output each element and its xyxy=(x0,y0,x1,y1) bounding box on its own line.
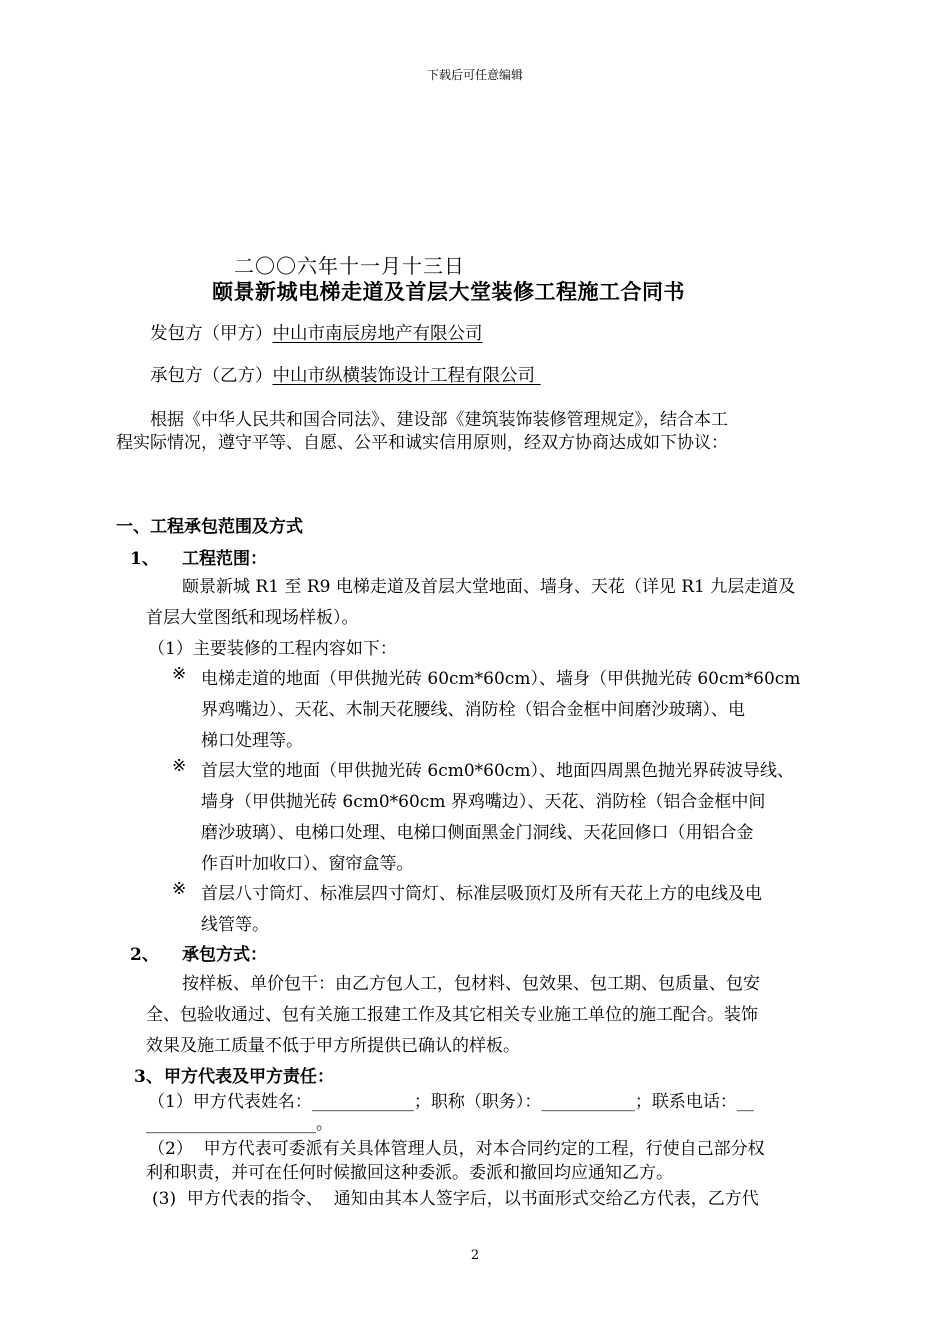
party-b-label: 承包方（乙方） xyxy=(150,366,273,386)
subsection-heading xyxy=(134,1062,334,1087)
paragraph-line: (3) 甲方代表的指令、 通知由其本人签字后，以书面形式交给乙方代表，乙方代 xyxy=(152,1189,759,1209)
party-b xyxy=(150,362,541,387)
bullet-mark: ※ xyxy=(172,664,187,684)
bullet-line: 电梯走道的地面（甲供抛光砖 60cm*60cm）、墙身（甲供抛光砖 60cm*60cm xyxy=(201,669,801,689)
bullet-line: 界鸡嘴边）、天花、木制天花腰线、消防栓（铝合金框中间磨沙玻璃）、电 xyxy=(201,700,745,720)
subsection-number: 3、 xyxy=(134,1067,163,1087)
bullet-mark: ※ xyxy=(172,879,187,899)
subsection-title: 甲方代表及甲方责任： xyxy=(164,1067,334,1087)
bullet-line: 首层八寸筒灯、标准层四寸筒灯、标准层吸顶灯及所有天花上方的电线及电 xyxy=(201,884,762,904)
paragraph-line: 按样板、单价包干：由乙方包人工，包材料、包效果、包工期、包质量、包安 xyxy=(182,974,760,994)
party-a xyxy=(150,320,483,345)
header-note: 下载后可任意编辑 xyxy=(426,68,523,82)
subsection-title: 工程范围： xyxy=(182,549,267,569)
party-a-name: 中山市南辰房地产有限公司 xyxy=(272,324,483,344)
paragraph-line: 颐景新城 R1 至 R9 电梯走道及首层大堂地面、墙身、天花（详见 R1 九层走道及 xyxy=(182,577,796,597)
intro-line: 程实际情况，遵守平等、自愿、公平和诚实信用原则，经双方协商达成如下协议： xyxy=(116,433,728,453)
bullet-line: 线管等。 xyxy=(201,915,269,935)
bullet-line: 作百叶加收口）、窗帘盒等。 xyxy=(201,854,414,874)
subsection-heading xyxy=(130,544,267,569)
subsection-title: 承包方式： xyxy=(182,945,267,965)
contract-date: 二〇〇六年十一月十三日 xyxy=(234,254,465,278)
subsection-heading xyxy=(130,940,267,965)
bullet-line: 梯口处理等。 xyxy=(201,731,303,751)
paragraph-line: （2） 甲方代表可委派有关具体管理人员，对本合同约定的工程，行使自己部分权 xyxy=(148,1139,765,1159)
page-number: 2 xyxy=(470,1248,480,1263)
paragraph-line: 利和职责，并可在任何时候撤回这种委派。委派和撤回均应通知乙方。 xyxy=(146,1163,673,1183)
bullet-line: 墙身（甲供抛光砖 6cm0*60cm 界鸡嘴边）、天花、消防栓（铝合金框中间 xyxy=(201,792,766,812)
bullet-line: 首层大堂的地面（甲供抛光砖 6cm0*60cm）、地面四周黑色抛光界砖波导线、 xyxy=(201,761,794,781)
item-intro: （1）主要装修的工程内容如下： xyxy=(148,639,397,659)
subsection-number: 1、 xyxy=(130,549,159,569)
paragraph-line: 首层大堂图纸和现场样板）。 xyxy=(146,608,359,628)
paragraph-line: ____________________。 xyxy=(146,1114,333,1134)
party-b-name: 中山市纵横装饰设计工程有限公司 xyxy=(272,366,541,386)
subsection-number: 2、 xyxy=(130,945,159,965)
paragraph-line: 全、包验收通过、包有关施工报建工作及其它相关专业施工单位的施工配合。装饰 xyxy=(146,1005,758,1025)
paragraph-line: 效果及施工质量不低于甲方所提供已确认的样板。 xyxy=(146,1036,520,1056)
document-title: 颐景新城电梯走道及首层大堂装修工程施工合同书 xyxy=(212,279,685,304)
bullet-line: 磨沙玻璃）、电梯口处理、电梯口侧面黑金门洞线、天花回修口（用铝合金 xyxy=(201,823,754,843)
paragraph-line: （1）甲方代表姓名：____________；职称（职务）：___________；联系电话：__ xyxy=(148,1092,754,1112)
party-a-label: 发包方（甲方） xyxy=(150,324,273,344)
intro-line: 根据《中华人民共和国合同法》、建设部《建筑装饰装修管理规定》，结合本工 xyxy=(150,410,728,430)
bullet-mark: ※ xyxy=(172,756,187,776)
section-heading: 一、工程承包范围及方式 xyxy=(116,517,303,537)
